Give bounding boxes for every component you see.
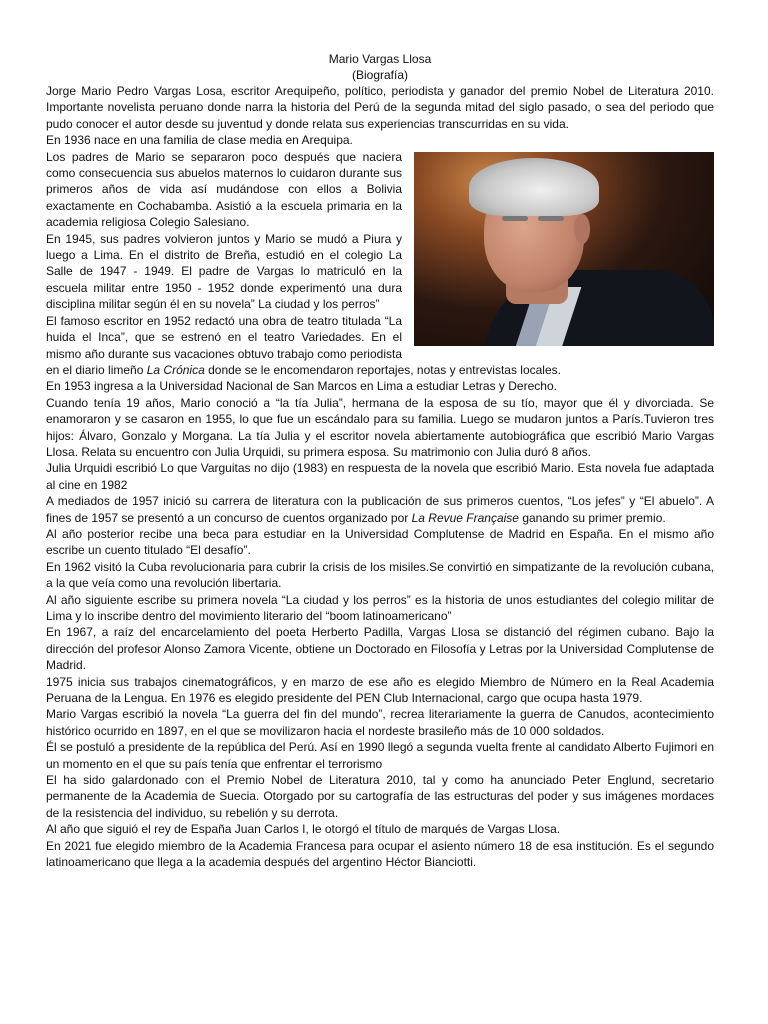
- document-body: [46, 83, 714, 871]
- paragraph-1962: En 1962 visitó la Cuba revolucionaria para cubrir la crisis de los misiles.Se convirtió en simpatizante de la revolución cubana, a la que veía como una revolución libertaria.: [46, 559, 714, 591]
- portrait-photo: [414, 152, 714, 346]
- paragraph-1952: El famoso escritor en 1952 redactó una obra de teatro titulada “La huida el Inca”, que se estrenó en el teatro Variedades. En el mismo año durante sus vacaciones obtuvo trabajo como periodista en el diario limeño La Crónica donde se le encomendaron reportajes, notas y entrevistas locales.: [46, 313, 561, 377]
- paragraph-tia-julia: Cuando tenía 19 años, Mario conoció a “la tía Julia”, hermana de la esposa de su tío, mayor que él y divorciada. Se enamoraron y se casaron en 1955, lo que fue un escándalo para su familia. Luego se mudaron juntos a París.Tuvieron tres hijos: Álvaro, Gonzalo y Morgana. La tía Julia y el escritor novela abiertamente autobiográfica que escribió Mario Vargas Llosa. Relata su encuentro con Julia Urquidi, su primera esposa. Su matrimonio con Julia duró 8 años.: [46, 395, 714, 459]
- paragraph-1967: En 1967, a raíz del encarcelamiento del poeta Herberto Padilla, Vargas Llosa se distanció del régimen cubano. Bajo la dirección del profesor Alonso Zamora Vicente, obtiene un Doctorado en Filosofía y Letras por la Universidad Complutense de Madrid.: [46, 625, 714, 673]
- document-subtitle: (Biografía): [351, 68, 409, 82]
- paragraph-2021: En 2021 fue elegido miembro de la Academia Francesa para ocupar el asiento número 18 de esa institución. Es el segundo latinoamericano que llega a la academia después del argentino Héctor Bianciotti.: [46, 838, 714, 870]
- document-title: Mario Vargas Llosa: [328, 52, 432, 66]
- paragraph-beca: Al año posterior recibe una beca para estudiar en la Universidad Complutense de Madrid en España. En el mismo año escribe un cuento titulado “El desafío”.: [46, 526, 714, 558]
- intro-paragraph: Jorge Mario Pedro Vargas Losa, escritor Arequipeño, político, periodista y ganador del premio Nobel de Literatura 2010. Importante novelista peruano donde narra la historia del Perú de la segunda mitad del siglo pasado, o sea del periodo que pudo conocer el autor desde su juventud y donde relata sus experiencias transcurridas en su vida.: [46, 84, 714, 131]
- paragraph-marques: Al año que siguió el rey de España Juan Carlos I, le otorgó el título de marqués de Vargas Llosa.: [46, 822, 561, 837]
- paragraph-parents: Los padres de Mario se separaron poco después que naciera como consecuencia sus abuelos maternos lo cuidaron durante sus primeros años de vida así mudándose con ellos a Bolivia exactamente en Cochabamba. Asistió a la escuela primaria en la academia religiosa Colegio Salesiano.: [46, 149, 402, 230]
- paragraph-1936: En 1936 nace en una familia de clase media en Arequipa.: [46, 133, 353, 148]
- paragraph-urquidi: Julia Urquidi escribió Lo que Varguitas no dijo (1983) en respuesta de la novela que escribió Mario. Esta novela fue adaptada al cine en 1982: [46, 461, 714, 492]
- paragraph-1957: A mediados de 1957 inició su carrera de literatura con la publicación de sus primeros cuentos, “Los jefes” y “El abuelo”. A fines de 1957 se presentó a un concurso de cuentos organizado por La Revue Française ganando su primer premio.: [46, 494, 714, 525]
- paragraph-1945: En 1945, sus padres volvieron juntos y Mario se mudó a Piura y luego a Lima. En el distrito de Breña, estudió en el colegio La Salle de 1947 - 1949. El padre de Vargas lo matriculó en la escuela militar entre 1950 - 1952 donde experimentó una dura disciplina militar según él en su novela” La ciudad y los perros”: [46, 231, 402, 312]
- newspaper-name: La Crónica: [146, 362, 205, 377]
- paragraph-first-novel: Al año siguiente escribe su primera novela “La ciudad y los perros” es la historia de unos estudiantes del colegio militar de Lima y lo inscribe dentro del movimiento literario del “boom latinoamericano”: [46, 592, 714, 623]
- paragraph-canudos: Mario Vargas escribió la novela “La guerra del fin del mundo”, recrea literariamente la guerra de Canudos, acontecimiento histórico ocurrido en 1897, en el que se movilizaron hacia el nordeste brasileño más de 10 000 soldados.: [46, 707, 714, 738]
- paragraph-1953: En 1953 ingresa a la Universidad Nacional de San Marcos en Lima a estudiar Letras y Derecho.: [46, 379, 557, 394]
- magazine-name: La Revue Française: [411, 510, 519, 525]
- paragraph-nobel: El ha sido galardonado con el Premio Nobel de Literatura 2010, tal y como ha anunciado Peter Englund, secretario permanente de la Academia de Suecia. Otorgado por su cartografía de las estructuras del poder y sus imágenes mordaces de la resistencia del individuo, su rebelión y su derrota.: [46, 773, 714, 820]
- paragraph-1975: 1975 inicia sus trabajos cinematográficos, y en marzo de ese año es elegido Miembro de Número en la Real Academia Peruana de la Lengua. En 1976 es elegido presidente del PEN Club Internacional, cargo que ocupa hasta 1979.: [46, 674, 714, 706]
- paragraph-1990: Él se postuló a presidente de la república del Perú. Así en 1990 llegó a segunda vuelta frente al candidato Alberto Fujimori en un momento en el que su país tenía que enfrentar el terrorismo: [46, 740, 714, 771]
